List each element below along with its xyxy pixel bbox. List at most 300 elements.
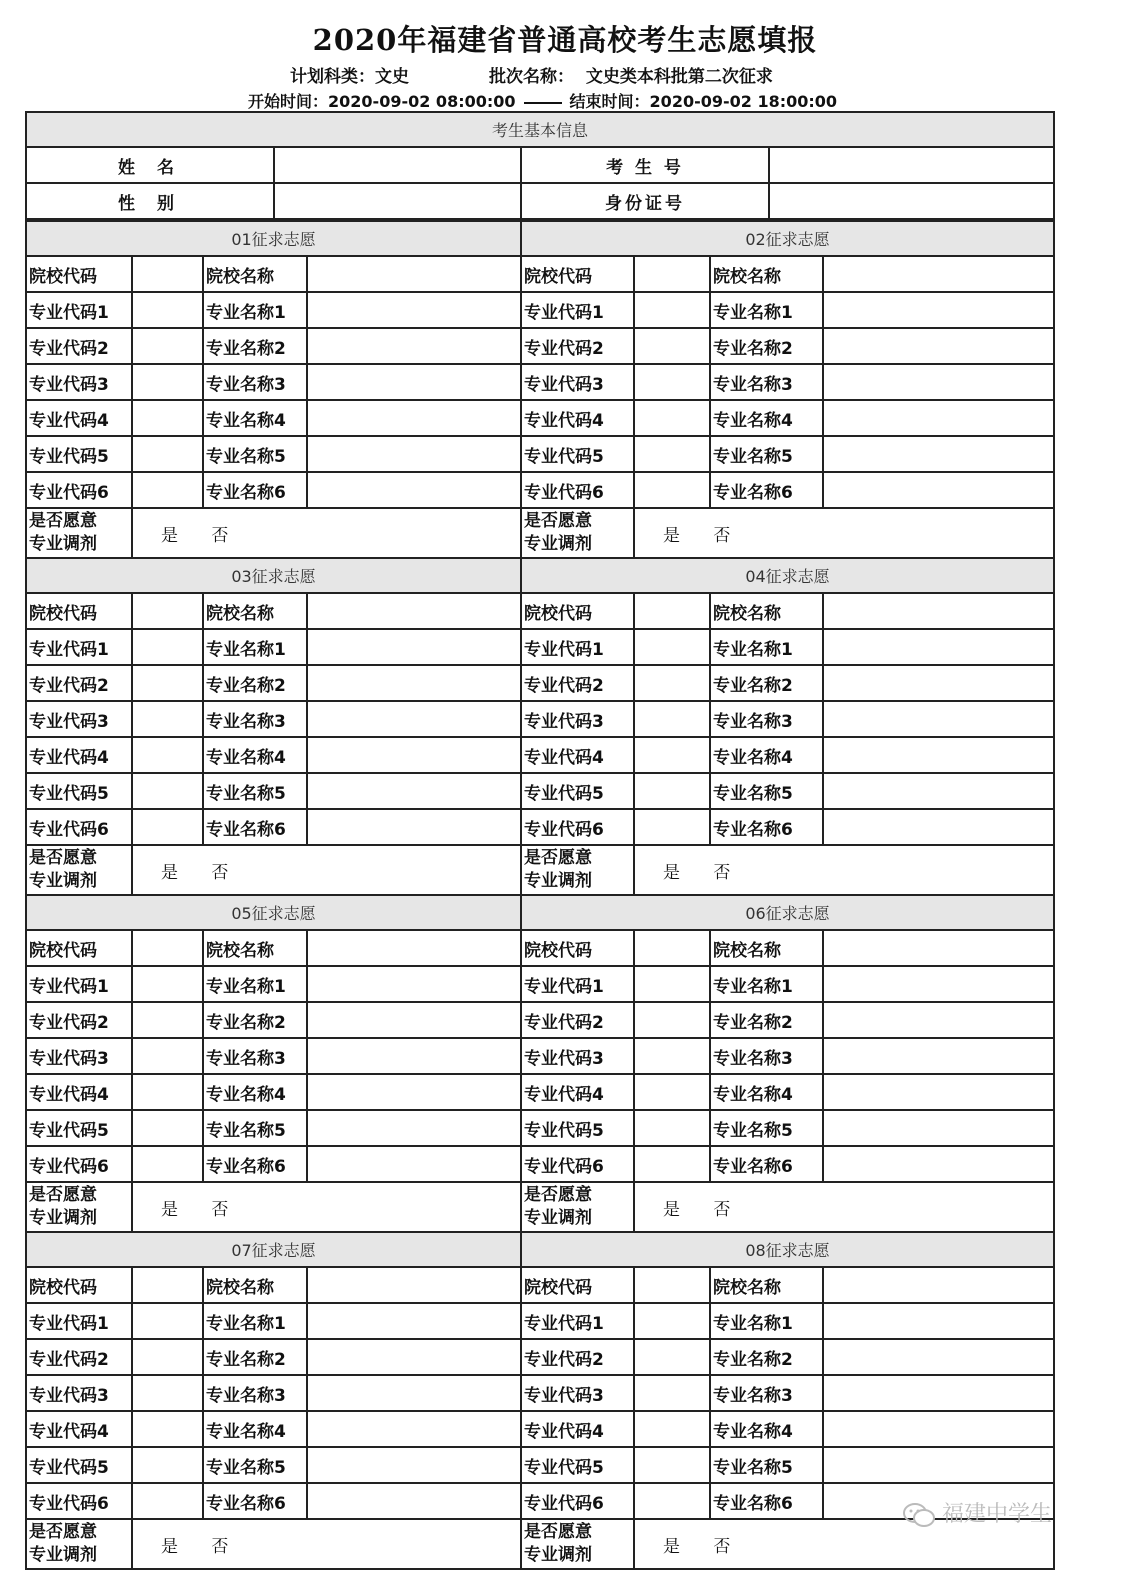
adjust-label: [521, 1519, 634, 1569]
major-name-field[interactable]: [307, 472, 521, 508]
adjust-yes-no[interactable]: 是 否: [634, 1519, 1054, 1569]
major-code-field[interactable]: [634, 400, 710, 436]
major-row: [26, 472, 1054, 508]
volunteer-header: 02征求志愿: [521, 221, 1054, 256]
major-code-label: 专业代码3: [521, 1038, 634, 1074]
adjust-label-line1: 是否愿意: [524, 1522, 592, 1542]
major-code-field[interactable]: [132, 1339, 203, 1375]
major-code-field[interactable]: [132, 701, 203, 737]
major-code-label: 专业代码3: [26, 1038, 132, 1074]
adjust-row: [26, 1182, 1054, 1232]
school-name-field[interactable]: [307, 256, 521, 292]
major-name-field[interactable]: [307, 966, 521, 1002]
major-row: [26, 1110, 1054, 1146]
major-name-label: 专业名称1: [710, 629, 823, 665]
major-name-label: 专业名称5: [710, 1110, 823, 1146]
start-value: 2020-09-02 08:00:00: [328, 92, 516, 111]
major-row: [26, 809, 1054, 845]
adjust-label-line2: 专业调剂: [524, 534, 592, 554]
major-name-field[interactable]: [823, 1411, 1054, 1447]
major-name-label: 专业名称1: [710, 292, 823, 328]
major-name-label: 专业名称6: [203, 809, 307, 845]
adjust-yes-no[interactable]: 是 否: [132, 845, 521, 895]
major-code-field[interactable]: [132, 292, 203, 328]
school-code-field[interactable]: [132, 256, 203, 292]
adjust-yes-no[interactable]: 是 否: [132, 1182, 521, 1232]
major-name-field[interactable]: [823, 436, 1054, 472]
major-code-field[interactable]: [634, 737, 710, 773]
major-code-label: 专业代码1: [26, 966, 132, 1002]
gender-field[interactable]: [274, 183, 521, 219]
major-name-label: 专业名称6: [203, 1146, 307, 1182]
end-label: 结束时间：: [569, 92, 650, 111]
school-code-label: 院校代码: [26, 930, 132, 966]
major-code-label: 专业代码6: [26, 1483, 132, 1519]
major-name-field[interactable]: [307, 1483, 521, 1519]
major-name-label: 专业名称3: [203, 1038, 307, 1074]
major-code-label: 专业代码2: [26, 328, 132, 364]
adjust-label: [521, 845, 634, 895]
major-name-label: 专业名称2: [710, 665, 823, 701]
major-name-field[interactable]: [307, 1110, 521, 1146]
school-name-label: 院校名称: [203, 593, 307, 629]
major-name-field[interactable]: [823, 737, 1054, 773]
major-name-label: 专业名称6: [203, 1483, 307, 1519]
major-name-label: 专业名称4: [710, 400, 823, 436]
major-code-field[interactable]: [132, 1483, 203, 1519]
school-name-field[interactable]: [823, 593, 1054, 629]
major-name-field[interactable]: [307, 1303, 521, 1339]
major-code-field[interactable]: [634, 364, 710, 400]
major-name-field[interactable]: [823, 1038, 1054, 1074]
major-name-label: 专业名称2: [203, 1002, 307, 1038]
adjust-label-line2: 专业调剂: [524, 871, 592, 891]
school-code-field[interactable]: [634, 930, 710, 966]
batch-value: 文史类本科批第二次征求: [585, 67, 773, 87]
adjust-label-line1: 是否愿意: [524, 511, 592, 531]
major-code-label: 专业代码1: [521, 1303, 634, 1339]
major-row: [26, 328, 1054, 364]
major-name-field[interactable]: [307, 665, 521, 701]
major-name-field[interactable]: [823, 1375, 1054, 1411]
batch-label: 批次名称：: [489, 67, 574, 87]
major-name-label: 专业名称1: [710, 1303, 823, 1339]
major-code-field[interactable]: [132, 400, 203, 436]
major-code-field[interactable]: [132, 809, 203, 845]
school-code-label: 院校代码: [521, 593, 634, 629]
major-name-field[interactable]: [823, 1339, 1054, 1375]
major-code-label: 专业代码3: [521, 1375, 634, 1411]
wechat-icon: [902, 1502, 936, 1528]
volunteer-header: 01征求志愿: [26, 221, 521, 256]
major-name-label: 专业名称3: [203, 364, 307, 400]
name-label: 姓 名: [26, 147, 274, 183]
major-code-field[interactable]: [634, 629, 710, 665]
major-name-field[interactable]: [823, 809, 1054, 845]
adjust-label-line1: 是否愿意: [29, 1522, 97, 1542]
major-code-field[interactable]: [132, 1074, 203, 1110]
major-name-field[interactable]: [823, 773, 1054, 809]
major-code-label: 专业代码2: [521, 665, 634, 701]
major-name-label: 专业名称5: [203, 773, 307, 809]
school-name-field[interactable]: [823, 930, 1054, 966]
school-code-field[interactable]: [132, 593, 203, 629]
major-code-label: 专业代码6: [521, 1146, 634, 1182]
major-name-field[interactable]: [823, 1447, 1054, 1483]
major-code-field[interactable]: [132, 629, 203, 665]
major-name-field[interactable]: [823, 292, 1054, 328]
major-name-label: 专业名称2: [710, 328, 823, 364]
major-code-label: 专业代码4: [521, 1074, 634, 1110]
major-name-field[interactable]: [307, 1002, 521, 1038]
major-name-label: 专业名称4: [710, 1074, 823, 1110]
major-code-field[interactable]: [634, 472, 710, 508]
major-code-field[interactable]: [132, 364, 203, 400]
time-line: [248, 89, 837, 112]
major-code-label: 专业代码4: [26, 400, 132, 436]
major-name-label: 专业名称1: [710, 966, 823, 1002]
school-name-field[interactable]: [307, 930, 521, 966]
major-row: [26, 1002, 1054, 1038]
major-name-label: 专业名称1: [203, 1303, 307, 1339]
adjust-yes-no[interactable]: 是 否: [132, 1519, 521, 1569]
school-row: [26, 593, 1054, 629]
major-code-field[interactable]: [132, 1110, 203, 1146]
major-name-label: 专业名称4: [710, 1411, 823, 1447]
volunteer-header-row: [26, 895, 1054, 930]
major-code-label: 专业代码6: [26, 1146, 132, 1182]
major-code-field[interactable]: [634, 1146, 710, 1182]
school-code-field[interactable]: [132, 930, 203, 966]
major-code-field[interactable]: [132, 472, 203, 508]
basic-info-table: [25, 111, 1055, 220]
major-code-label: 专业代码3: [521, 364, 634, 400]
major-code-field[interactable]: [634, 1411, 710, 1447]
major-name-label: 专业名称4: [203, 400, 307, 436]
name-field[interactable]: [274, 147, 521, 183]
adjust-label-line1: 是否愿意: [524, 1185, 592, 1205]
major-code-label: 专业代码4: [521, 400, 634, 436]
school-code-label: 院校代码: [26, 1267, 132, 1303]
volunteer-header: 08征求志愿: [521, 1232, 1054, 1267]
dash-separator: [524, 102, 562, 104]
major-code-label: 专业代码5: [521, 1447, 634, 1483]
watermark-text: 福建中学生: [941, 1502, 1052, 1527]
major-name-field[interactable]: [307, 1411, 521, 1447]
school-name-label: 院校名称: [710, 593, 823, 629]
form-title: 2020年福建省普通高校考生志愿填报: [312, 23, 818, 57]
adjust-row: [26, 508, 1054, 558]
school-code-field[interactable]: [634, 256, 710, 292]
major-name-field[interactable]: [823, 701, 1054, 737]
major-name-field[interactable]: [307, 1146, 521, 1182]
adjust-label: [521, 508, 634, 558]
major-code-label: 专业代码4: [521, 737, 634, 773]
major-code-label: 专业代码1: [521, 629, 634, 665]
major-code-label: 专业代码3: [26, 701, 132, 737]
major-code-label: 专业代码6: [26, 809, 132, 845]
major-code-label: 专业代码5: [26, 436, 132, 472]
school-code-field[interactable]: [634, 1267, 710, 1303]
school-name-field[interactable]: [307, 1267, 521, 1303]
major-code-label: 专业代码3: [26, 364, 132, 400]
school-code-label: 院校代码: [521, 256, 634, 292]
major-code-field[interactable]: [634, 966, 710, 1002]
major-name-field[interactable]: [823, 328, 1054, 364]
start-label: 开始时间：: [248, 92, 329, 111]
adjust-label-line1: 是否愿意: [29, 1185, 97, 1205]
major-code-field[interactable]: [634, 701, 710, 737]
adjust-label-line1: 是否愿意: [29, 848, 97, 868]
major-row: [26, 629, 1054, 665]
major-name-label: 专业名称4: [203, 737, 307, 773]
volunteer-header-row: [26, 221, 1054, 256]
watermark: [902, 1497, 1052, 1528]
major-name-field[interactable]: [823, 665, 1054, 701]
major-code-field[interactable]: [634, 292, 710, 328]
id-number-field[interactable]: [769, 183, 1054, 219]
major-code-field[interactable]: [634, 1447, 710, 1483]
volunteer-header-row: [26, 558, 1054, 593]
adjust-label-line2: 专业调剂: [524, 1208, 592, 1228]
major-name-field[interactable]: [823, 472, 1054, 508]
major-name-field[interactable]: [307, 1074, 521, 1110]
major-name-field[interactable]: [823, 400, 1054, 436]
volunteer-table: [25, 220, 1055, 1570]
major-name-field[interactable]: [307, 1038, 521, 1074]
school-code-field[interactable]: [634, 593, 710, 629]
major-row: [26, 1146, 1054, 1182]
volunteer-header: 07征求志愿: [26, 1232, 521, 1267]
plan-type-label: 计划科类：: [290, 67, 375, 87]
major-code-field[interactable]: [634, 1074, 710, 1110]
id-number-label: 身份证号: [521, 183, 769, 219]
major-code-field[interactable]: [634, 773, 710, 809]
major-row: [26, 1339, 1054, 1375]
major-name-field[interactable]: [307, 328, 521, 364]
adjust-label-line1: 是否愿意: [29, 511, 97, 531]
major-code-field[interactable]: [132, 1146, 203, 1182]
school-name-field[interactable]: [823, 1267, 1054, 1303]
school-row: [26, 930, 1054, 966]
major-code-field[interactable]: [634, 1483, 710, 1519]
major-code-field[interactable]: [634, 1038, 710, 1074]
major-code-field[interactable]: [132, 966, 203, 1002]
exam-no-label: 考 生 号: [521, 147, 769, 183]
major-code-field[interactable]: [634, 809, 710, 845]
school-row: [26, 256, 1054, 292]
major-code-field[interactable]: [132, 1375, 203, 1411]
major-name-label: 专业名称4: [203, 1074, 307, 1110]
major-name-field[interactable]: [307, 292, 521, 328]
school-name-label: 院校名称: [710, 930, 823, 966]
major-row: [26, 665, 1054, 701]
major-name-label: 专业名称3: [710, 1375, 823, 1411]
major-name-label: 专业名称2: [710, 1339, 823, 1375]
plan-type-value: 文史: [375, 67, 409, 87]
major-code-label: 专业代码5: [521, 436, 634, 472]
major-name-field[interactable]: [823, 1146, 1054, 1182]
adjust-label-line1: 是否愿意: [524, 848, 592, 868]
school-name-label: 院校名称: [203, 1267, 307, 1303]
major-name-label: 专业名称6: [710, 472, 823, 508]
major-name-label: 专业名称6: [710, 809, 823, 845]
plan-batch-line: [290, 62, 773, 87]
school-code-label: 院校代码: [26, 593, 132, 629]
major-name-label: 专业名称2: [203, 328, 307, 364]
major-code-field[interactable]: [634, 1110, 710, 1146]
major-code-label: 专业代码5: [26, 773, 132, 809]
major-name-label: 专业名称3: [203, 701, 307, 737]
major-row: [26, 1038, 1054, 1074]
adjust-label-line2: 专业调剂: [29, 1545, 97, 1565]
major-name-label: 专业名称6: [710, 1146, 823, 1182]
major-row: [26, 737, 1054, 773]
major-row: [26, 966, 1054, 1002]
major-name-field[interactable]: [307, 1447, 521, 1483]
major-code-field[interactable]: [132, 665, 203, 701]
major-name-label: 专业名称2: [203, 665, 307, 701]
major-code-field[interactable]: [634, 328, 710, 364]
school-code-label: 院校代码: [26, 256, 132, 292]
adjust-label: [26, 845, 132, 895]
school-name-label: 院校名称: [203, 256, 307, 292]
major-name-field[interactable]: [307, 1375, 521, 1411]
major-code-field[interactable]: [132, 737, 203, 773]
major-name-field[interactable]: [307, 436, 521, 472]
major-code-label: 专业代码3: [521, 701, 634, 737]
adjust-label: [26, 508, 132, 558]
major-name-label: 专业名称6: [710, 1483, 823, 1519]
major-name-field[interactable]: [307, 629, 521, 665]
major-name-label: 专业名称2: [203, 1339, 307, 1375]
school-code-label: 院校代码: [521, 930, 634, 966]
major-code-field[interactable]: [132, 1411, 203, 1447]
major-row: [26, 773, 1054, 809]
major-name-label: 专业名称5: [710, 773, 823, 809]
major-code-field[interactable]: [132, 436, 203, 472]
major-name-label: 专业名称2: [710, 1002, 823, 1038]
major-code-field[interactable]: [132, 1447, 203, 1483]
major-name-field[interactable]: [823, 364, 1054, 400]
major-name-field[interactable]: [307, 773, 521, 809]
major-name-label: 专业名称3: [710, 1038, 823, 1074]
major-row: [26, 1074, 1054, 1110]
major-name-field[interactable]: [307, 737, 521, 773]
major-code-field[interactable]: [634, 1002, 710, 1038]
major-code-field[interactable]: [132, 1038, 203, 1074]
volunteer-header: 03征求志愿: [26, 558, 521, 593]
major-code-label: 专业代码4: [26, 1074, 132, 1110]
adjust-yes-no[interactable]: 是 否: [634, 508, 1054, 558]
major-code-label: 专业代码5: [26, 1110, 132, 1146]
major-code-label: 专业代码6: [26, 472, 132, 508]
major-code-label: 专业代码1: [521, 292, 634, 328]
adjust-label: [26, 1182, 132, 1232]
major-code-field[interactable]: [634, 436, 710, 472]
major-code-field[interactable]: [634, 1375, 710, 1411]
major-row: [26, 1411, 1054, 1447]
volunteer-header: 05征求志愿: [26, 895, 521, 930]
major-code-field[interactable]: [132, 1002, 203, 1038]
major-row: [26, 436, 1054, 472]
major-row: [26, 292, 1054, 328]
major-code-label: 专业代码5: [26, 1447, 132, 1483]
major-name-label: 专业名称5: [203, 1110, 307, 1146]
major-code-field[interactable]: [634, 1339, 710, 1375]
school-name-label: 院校名称: [203, 930, 307, 966]
adjust-yes-no[interactable]: 是 否: [634, 845, 1054, 895]
major-code-label: 专业代码1: [26, 629, 132, 665]
major-code-field[interactable]: [132, 1303, 203, 1339]
school-row: [26, 1267, 1054, 1303]
major-name-field[interactable]: [307, 400, 521, 436]
major-name-field[interactable]: [307, 1339, 521, 1375]
major-name-label: 专业名称6: [203, 472, 307, 508]
school-code-field[interactable]: [132, 1267, 203, 1303]
major-code-label: 专业代码2: [521, 1002, 634, 1038]
major-code-label: 专业代码1: [521, 966, 634, 1002]
major-row: [26, 1483, 1054, 1519]
major-name-label: 专业名称1: [203, 292, 307, 328]
major-code-label: 专业代码6: [521, 1483, 634, 1519]
major-name-label: 专业名称1: [203, 629, 307, 665]
adjust-label-line2: 专业调剂: [524, 1545, 592, 1565]
adjust-label: [26, 1519, 132, 1569]
major-code-label: 专业代码1: [26, 292, 132, 328]
end-value: 2020-09-02 18:00:00: [649, 92, 838, 111]
major-code-label: 专业代码2: [26, 665, 132, 701]
adjust-yes-no[interactable]: 是 否: [132, 508, 521, 558]
major-row: [26, 1303, 1054, 1339]
major-code-label: 专业代码2: [521, 1339, 634, 1375]
major-name-label: 专业名称3: [203, 1375, 307, 1411]
major-name-field[interactable]: [823, 629, 1054, 665]
major-code-field[interactable]: [634, 665, 710, 701]
major-name-field[interactable]: [823, 1303, 1054, 1339]
volunteer-header: 04征求志愿: [521, 558, 1054, 593]
major-code-field[interactable]: [634, 1303, 710, 1339]
major-name-label: 专业名称3: [710, 701, 823, 737]
major-name-field[interactable]: [823, 1074, 1054, 1110]
school-code-label: 院校代码: [521, 1267, 634, 1303]
major-name-field[interactable]: [307, 364, 521, 400]
school-name-field[interactable]: [823, 256, 1054, 292]
major-code-label: 专业代码6: [521, 472, 634, 508]
major-name-field[interactable]: [307, 809, 521, 845]
major-name-field[interactable]: [307, 701, 521, 737]
major-row: [26, 400, 1054, 436]
school-name-field[interactable]: [307, 593, 521, 629]
major-name-field[interactable]: [823, 966, 1054, 1002]
major-name-label: 专业名称3: [710, 364, 823, 400]
exam-no-field[interactable]: [769, 147, 1054, 183]
adjust-label-line2: 专业调剂: [29, 534, 97, 554]
gender-label: 性 别: [26, 183, 274, 219]
adjust-label-line2: 专业调剂: [29, 1208, 97, 1228]
major-code-label: 专业代码3: [26, 1375, 132, 1411]
major-row: [26, 364, 1054, 400]
major-name-field[interactable]: [823, 1110, 1054, 1146]
major-name-field[interactable]: [823, 1002, 1054, 1038]
major-code-field[interactable]: [132, 328, 203, 364]
major-code-label: 专业代码4: [521, 1411, 634, 1447]
major-row: [26, 1375, 1054, 1411]
volunteer-header: 06征求志愿: [521, 895, 1054, 930]
major-code-label: 专业代码2: [26, 1002, 132, 1038]
adjust-yes-no[interactable]: 是 否: [634, 1182, 1054, 1232]
major-code-field[interactable]: [132, 773, 203, 809]
